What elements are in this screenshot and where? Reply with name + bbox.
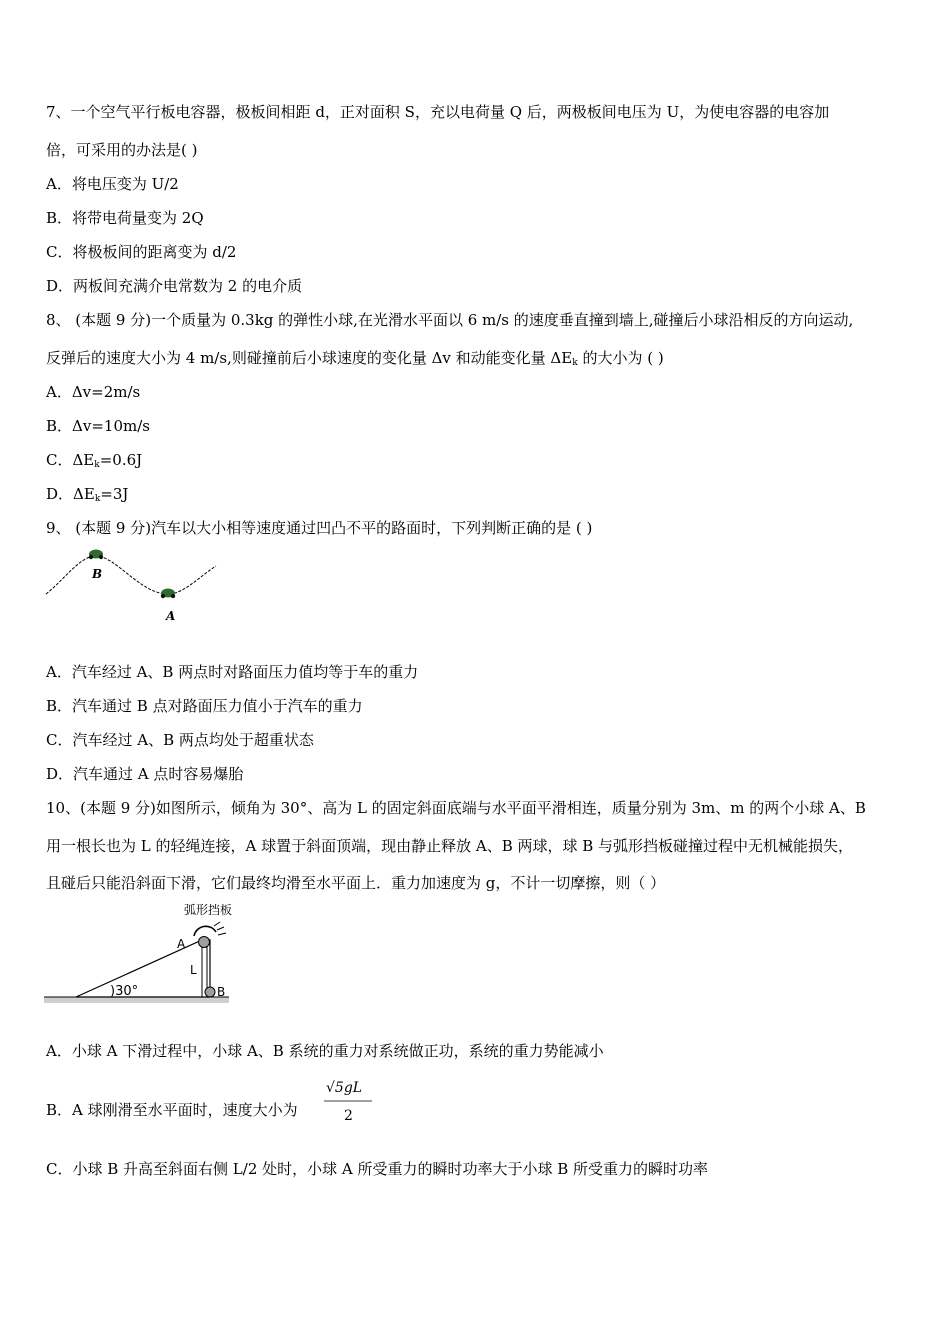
q7-stem-line1: 7、一个空气平行板电容器，极板间相距 d，正对面积 S，充以电荷量 Q 后，两极板间电压为 U，为使电容器的电容加: [46, 103, 830, 121]
ball-b: [205, 987, 215, 997]
q7-stem-line2: 倍，可采用的办法是( ): [46, 141, 198, 159]
car-at-a-icon: [161, 589, 175, 599]
q10-stem-line2: 用一根长也为 L 的轻绳连接，A 球置于斜面顶端，现由静止释放 A、B 两球，球 B 与弧形挡板碰撞过程中无机械能损失，: [46, 837, 854, 855]
q9-option-a: A．汽车经过 A、B 两点时对路面压力值均等于车的重力: [46, 663, 419, 681]
baffle-label: 弧形挡板: [184, 903, 233, 917]
q7-option-d: D．两板间充满介电常数为 2 的电介质: [46, 277, 303, 295]
q8-option-b: B．Δv=10m/s: [46, 417, 150, 435]
q10-incline-figure: [44, 900, 234, 1010]
q7-option-c: C．将极板间的距离变为 d/2: [46, 243, 237, 261]
q8-option-c: C．$\Delta E_k=0.6J$: [46, 451, 143, 470]
q9-option-d: D．汽车通过 A 点时容易爆胎: [46, 765, 244, 783]
q9-figure-label-a: A: [166, 609, 176, 623]
angle-label: )30°: [110, 984, 139, 999]
formula-numerator: √5gL: [326, 1080, 363, 1096]
label-a: A: [177, 937, 186, 951]
q8-option-a: A．Δv=2m/s: [46, 383, 141, 401]
q10-option-b: B．A 球刚滑至水平面时，速度大小为: [46, 1101, 298, 1119]
q8-stem-line1: 8、 (本题 9 分)一个质量为 0.3kg 的弹性小球,在光滑水平面以 6 m/s 的速度垂直撞到墙上,碰撞后小球沿相反的方向运动,: [46, 311, 854, 329]
car-at-b-icon: [89, 550, 103, 560]
q9-road-figure: [44, 546, 218, 626]
q10-option-c: C．小球 B 升高至斜面右侧 L/2 处时，小球 A 所受重力的瞬时功率大于小球 B 所受重力的瞬时功率: [46, 1160, 709, 1178]
q10-stem-line3: 且碰后只能沿斜面下滑，它们最终均滑至水平面上．重力加速度为 g，不计一切摩擦，则（ ）: [46, 874, 666, 892]
q7-option-a: A．将电压变为 U/2: [46, 175, 179, 193]
q8-option-d: D．$\Delta E_k=3J$: [46, 485, 129, 504]
q9-stem: 9、 (本题 9 分)汽车以大小相等速度通过凹凸不平的路面时，下列判断正确的是 ( ): [46, 519, 593, 537]
formula-denominator: 2: [344, 1108, 353, 1124]
q10-formula-fraction: [322, 1074, 376, 1126]
q9-figure-label-b: B: [92, 567, 103, 581]
label-b: B: [217, 985, 226, 999]
ball-a: [199, 937, 210, 948]
q9-option-b: B．汽车通过 B 点对路面压力值小于汽车的重力: [46, 697, 363, 715]
q10-option-a: A．小球 A 下滑过程中，小球 A、B 系统的重力对系统做正功，系统的重力势能减小: [46, 1042, 604, 1060]
label-l: L: [190, 963, 197, 977]
q8-stem-line2: 反弹后的速度大小为 4 m/s,则碰撞前后小球速度的变化量 Δv 和动能变化量 $\Delta E_k$ 的大小为 ( ): [46, 349, 664, 368]
q7-option-b: B．将带电荷量变为 2Q: [46, 209, 204, 227]
q9-option-c: C．汽车经过 A、B 两点均处于超重状态: [46, 731, 314, 749]
q10-stem-line1: 10、(本题 9 分)如图所示，倾角为 30°、高为 L 的固定斜面底端与水平面平滑相连，质量分别为 3m、m 的两个小球 A、B: [46, 799, 866, 817]
arc-baffle: [194, 926, 216, 936]
